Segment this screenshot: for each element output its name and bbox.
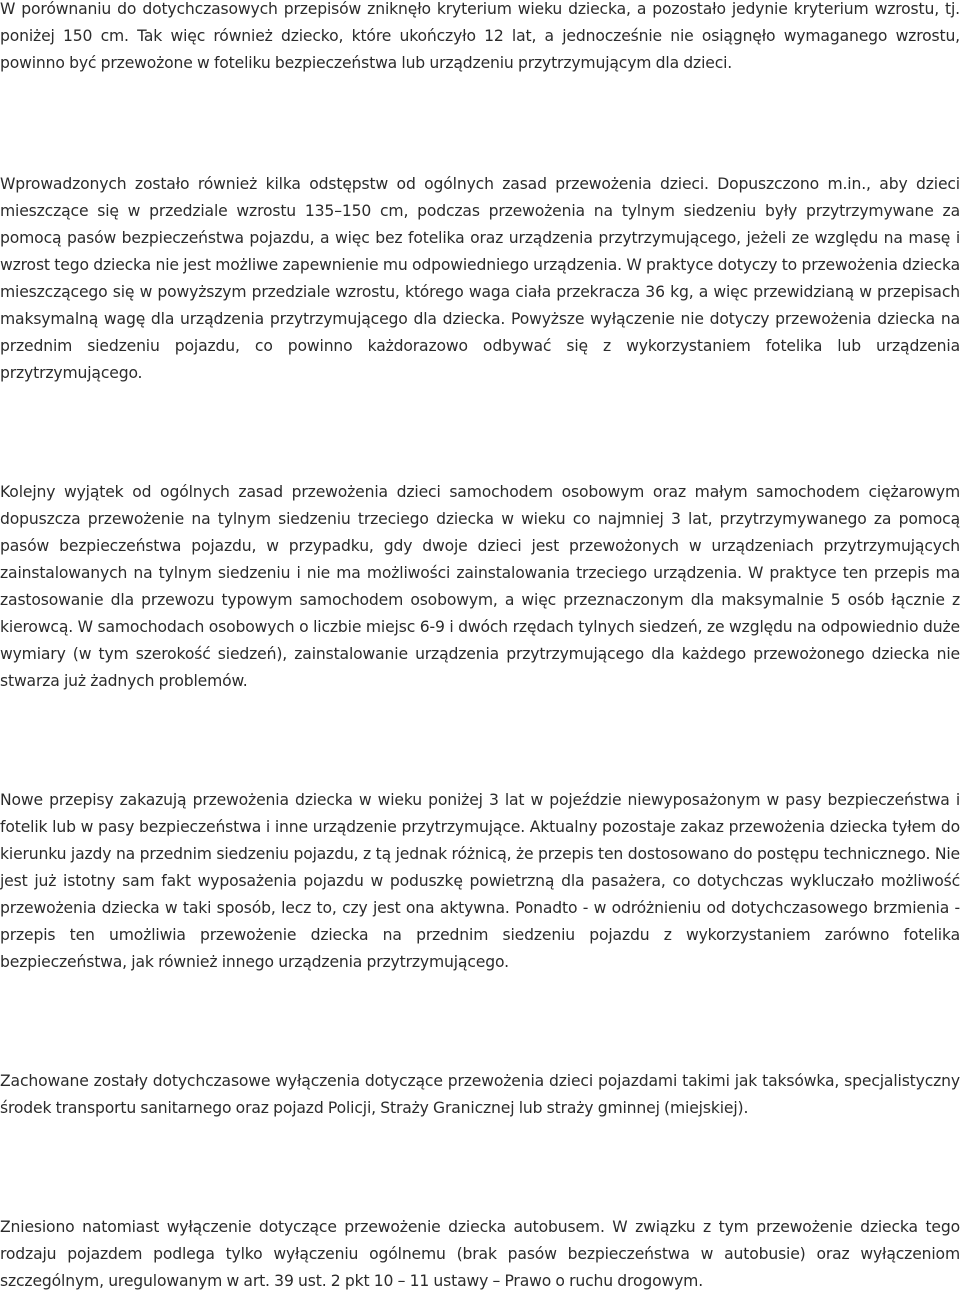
paragraph-height-criterion: W porównaniu do dotychczasowych przepisów zniknęło kryterium wieku dziecka, a pozostało jedynie kryterium wzrostu, tj. poniżej 150 cm. Tak więc również dziecko, które ukończyło 12 lat, a jednocześnie nie osiągnęło wymaganego wzrostu, powinno być przewożone w foteliku bezpieczeństwa lub urządzeniu przytrzymującym dla dzieci. — [0, 0, 960, 72]
paragraph-bus-exclusion: Zniesiono natomiast wyłączenie dotyczące przewożenie dziecka autobusem. W związku z tym przewożenie dziecka tego rodzaju pojazdem podlega tylko wyłączeniu ogólnemu (brak pasów bezpieczeństwa w autobusie) oraz wyłączeniom szczególnym, uregulowanym w art. 39 ust. 2 pkt 10 – 11 ustawy – Prawo o ruchu drogowym. — [0, 1218, 960, 1290]
paragraph-third-child-exception: Kolejny wyjątek od ogólnych zasad przewożenia dzieci samochodem osobowym oraz małym samochodem ciężarowym dopuszcza przewożenie na tylnym siedzeniu trzeciego dziecka w wieku co najmniej 3 lat, przytrzymywanego za pomocą pasów bezpieczeństwa pojazdu, w przypadku, gdy dwoje dzieci jest przewożonych w urządzeniach przytrzymujących zainstalowanych na tylnym siedzeniu i nie ma możliwości zainstalowania trzeciego urządzenia. W praktyce ten przepis ma zastosowanie dla przewozu typowym samochodem osobowym, a więc przeznaczonym dla maksymalnie 5 osób łącznie z kierowcą. W samochodach osobowych o liczbie miejsc 6-9 i dwóch rzędach tylnych siedzeń, ze względu na odpowiednio duże wymiary (w tym szerokość siedzeń), zainstalowanie urządzenia przytrzymującego dla każdego przewożonego dziecka nie stwarza już żadnych problemów. — [0, 483, 960, 690]
paragraph-retained-exclusions: Zachowane zostały dotychczasowe wyłączenia dotyczące przewożenia dzieci pojazdami takimi jak taksówka, specjalistyczny środek transportu sanitarnego oraz pojazd Policji, Straży Granicznej lub straży gminnej (miejskiej). — [0, 1072, 960, 1117]
paragraph-new-prohibitions: Nowe przepisy zakazują przewożenia dziecka w wieku poniżej 3 lat w pojeździe niewyposażonym w pasy bezpieczeństwa i fotelik lub w pasy bezpieczeństwa i inne urządzenie przytrzymujące. Aktualny pozostaje zakaz przewożenia dziecka tyłem do kierunku jazdy na przednim siedzeniu pojazdu, z tą jednak różnicą, że przepis ten dostosowano do postępu technicznego. Nie jest już istotny sam fakt wyposażenia pojazdu w poduszkę powietrzną dla pasażera, co dotychczas wykluczało możliwość przewożenia dziecka w taki sposób, lecz to, czy jest ona aktywna. Ponadto - w odróżnieniu od dotychczasowego brzmienia - przepis ten umożliwia przewożenie dziecka na przednim siedzeniu pojazdu z wykorzystaniem zarówno fotelika bezpieczeństwa, jak również innego urządzenia przytrzymującego. — [0, 791, 960, 971]
paragraph-exceptions-height: Wprowadzonych zostało również kilka odstępstw od ogólnych zasad przewożenia dzieci. Dopuszczono m.in., aby dzieci mieszczące się w przedziale wzrostu 135–150 cm, podczas przewożenia na tylnym siedzeniu były przytrzymywane za pomocą pasów bezpieczeństwa pojazdu, a więc bez fotelika oraz urządzenia przytrzymującego, jeżeli ze względu na masę i wzrost tego dziecka nie jest możliwe zapewnienie mu odpowiedniego urządzenia. W praktyce dotyczy to przewożenia dziecka mieszczącego się w powyższym przedziale wzrostu, którego waga ciała przekracza 36 kg, a więc przewidzianą w przepisach maksymalną wagę dla urządzenia przytrzymującego dla dziecka. Powyższe wyłączenie nie dotyczy przewożenia dziecka na przednim siedzeniu pojazdu, co powinno każdorazowo odbywać się z wykorzystaniem fotelika lub urządzenia przytrzymującego. — [0, 175, 960, 382]
